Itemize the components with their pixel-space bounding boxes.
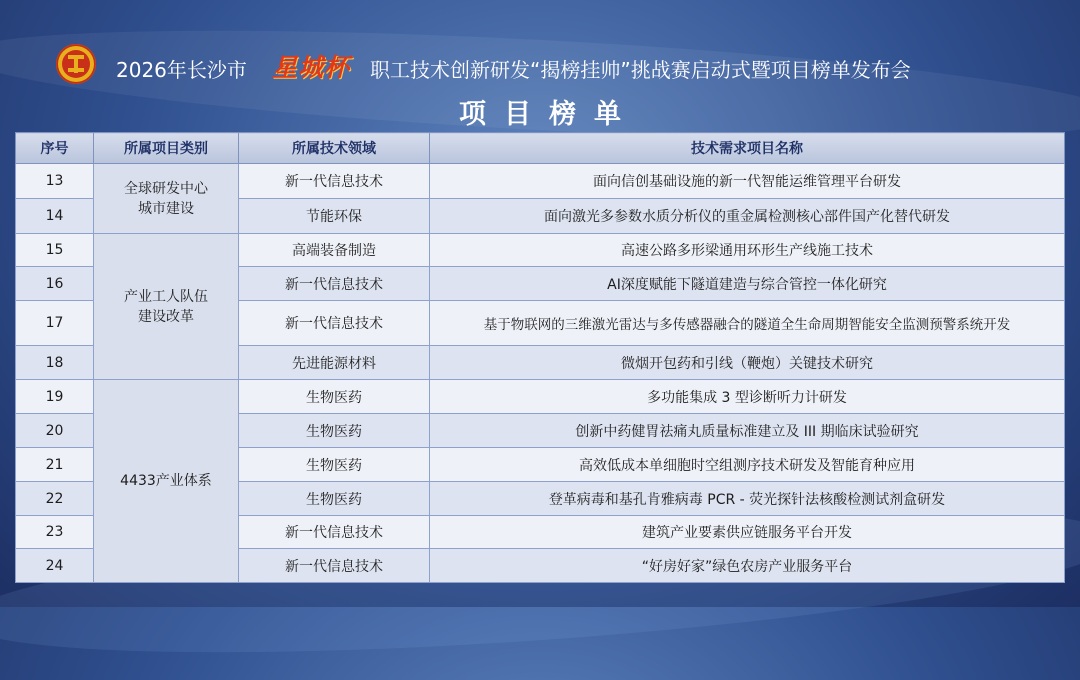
- category-cell: [94, 234, 239, 380]
- field-cell: 新一代信息技术: [239, 164, 430, 199]
- row-number: 19: [16, 380, 94, 414]
- project-name-cell: 微烟开包药和引线（鞭炮）关键技术研究: [430, 346, 1065, 380]
- row-number: 23: [16, 516, 94, 549]
- row-number: 22: [16, 482, 94, 516]
- table-row: [16, 164, 1065, 199]
- project-name-cell: 多功能集成 3 型诊断听力计研发: [430, 380, 1065, 414]
- category-cell: [94, 380, 239, 583]
- column-header-field: 所属技术领域: [239, 133, 430, 164]
- field-cell: 生物医药: [239, 482, 430, 516]
- row-number: 16: [16, 267, 94, 301]
- category-label: 产业工人队伍 建设改革: [124, 288, 208, 325]
- field-cell: 生物医药: [239, 380, 430, 414]
- project-name-cell: AI深度赋能下隧道建造与综合管控一体化研究: [430, 267, 1065, 301]
- field-cell: 生物医药: [239, 448, 430, 482]
- field-cell: 新一代信息技术: [239, 549, 430, 583]
- field-cell: 先进能源材料: [239, 346, 430, 380]
- field-cell: 新一代信息技术: [239, 516, 430, 549]
- table-header-row: [16, 133, 1065, 164]
- project-list-table: [15, 132, 1065, 583]
- page-subtitle: 项目榜单: [459, 99, 639, 130]
- row-number: 24: [16, 549, 94, 583]
- column-header-no: 序号: [16, 133, 94, 164]
- title-suffix: 职工技术创新研发“揭榜挂帅”挑战赛启动式暨项目榜单发布会: [370, 58, 911, 82]
- field-cell: 高端装备制造: [239, 234, 430, 267]
- table-row: [16, 234, 1065, 267]
- title-prefix: 2026年长沙市: [116, 58, 247, 82]
- row-number: 20: [16, 414, 94, 448]
- project-name-cell: “好房好家”绿色农房产业服务平台: [430, 549, 1065, 583]
- category-cell: [94, 164, 239, 234]
- row-number: 21: [16, 448, 94, 482]
- row-number: 18: [16, 346, 94, 380]
- project-name-cell: 面向信创基础设施的新一代智能运维管理平台研发: [430, 164, 1065, 199]
- project-name-cell: 登革病毒和基孔肯雅病毒 PCR - 荧光探针法核酸检测试剂盒研发: [430, 482, 1065, 516]
- column-header-category: 所属项目类别: [94, 133, 239, 164]
- field-cell: 节能环保: [239, 199, 430, 234]
- project-name-cell: 基于物联网的三维激光雷达与多传感器融合的隧道全生命周期智能安全监测预警系统开发: [430, 301, 1065, 346]
- row-number: 13: [16, 164, 94, 199]
- project-name-cell: 创新中药健胃祛痛丸质量标准建立及 III 期临床试验研究: [430, 414, 1065, 448]
- field-cell: 新一代信息技术: [239, 267, 430, 301]
- row-number: 14: [16, 199, 94, 234]
- project-name-cell: 建筑产业要素供应链服务平台开发: [430, 516, 1065, 549]
- project-name-cell: 高效低成本单细胞时空组测序技术研发及智能育种应用: [430, 448, 1065, 482]
- project-name-cell: 面向激光多参数水质分析仪的重金属检测核心部件国产化替代研发: [430, 199, 1065, 234]
- field-cell: 新一代信息技术: [239, 301, 430, 346]
- project-list-table-wrap: [15, 132, 1065, 583]
- cup-name-logo: 星城杯: [272, 53, 351, 82]
- category-label: 全球研发中心 城市建设: [124, 180, 208, 217]
- union-logo-icon: [56, 44, 96, 84]
- row-number: 17: [16, 301, 94, 346]
- project-name-cell: 高速公路多形梁通用环形生产线施工技术: [430, 234, 1065, 267]
- banner-header: [0, 38, 1080, 90]
- row-number: 15: [16, 234, 94, 267]
- field-cell: 生物医药: [239, 414, 430, 448]
- column-header-project-name: 技术需求项目名称: [430, 133, 1065, 164]
- category-label: 4433产业体系: [120, 473, 212, 489]
- table-row: [16, 380, 1065, 414]
